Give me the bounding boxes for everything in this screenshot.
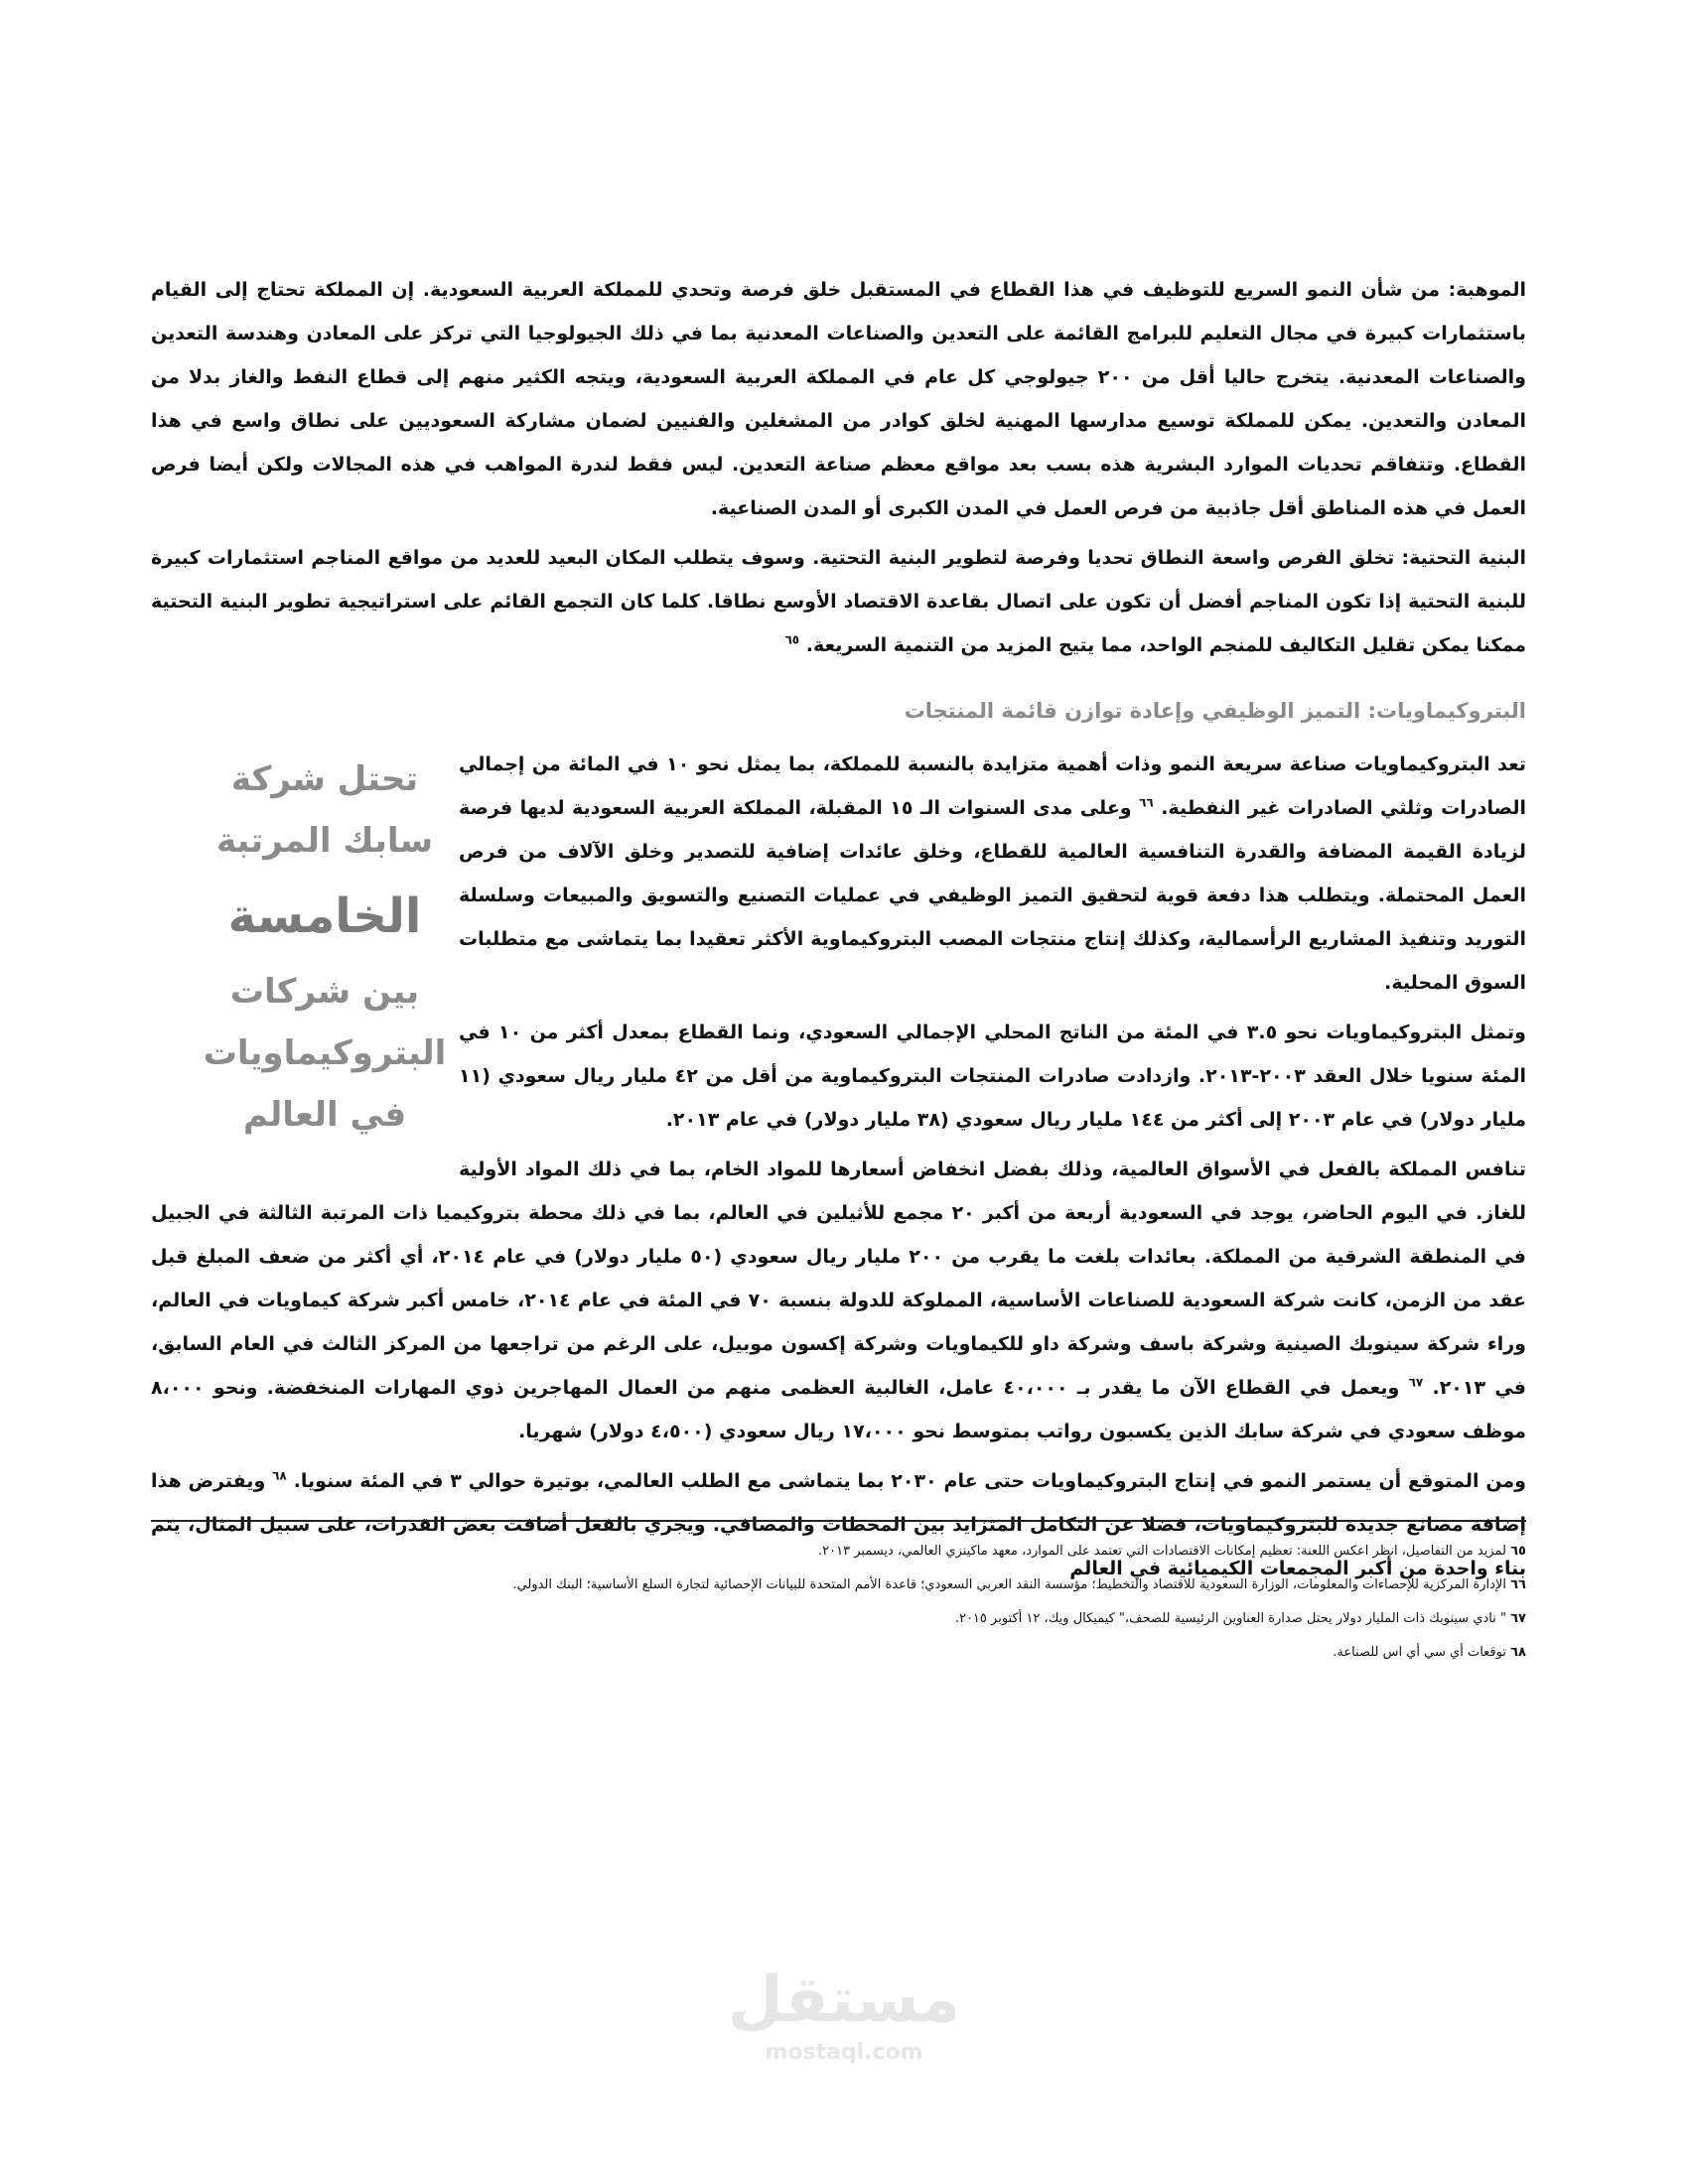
paragraph-petrochem-3 — [151, 1148, 1526, 1453]
para2-text: وتمثل البتروكيماويات نحو ٣.٥ في المئة من الناتج المحلي الإجمالي السعودي، ونما القطاع بمعدل أكثر من ١٠ في المئة سنويا خلال العقد ٢٠٠٣-٢٠١٣. وازدادت صادرات المنتجات البتروكيماوية من أقل من ٤٢ مليار ريال سعودي (١١ مليار دولار) في عام ٢٠٠٣ إلى أكثر من ١٤٤ مليار ريال سعودي (٣٨ مليار دولار) في عام ٢٠١٣. — [459, 1022, 1526, 1131]
footnote-65: ٦٥ لمزيد من التفاصيل، انظر اعكس اللعنة: تعظيم إمكانات الاقتصادات التي تعتمد على الموارد، معهد ماكينزي العالمي، ديسمبر ٢٠١٣. — [818, 1544, 1526, 1559]
petrochem-section — [151, 743, 1526, 1590]
document-body — [151, 268, 1526, 1590]
pull-quote — [191, 749, 459, 1146]
footnote-68: ٦٨ توقعات أي سي أي اس للصناعة. — [1333, 1645, 1526, 1660]
para3-text-b: ويعمل في القطاع الآن ما يقدر بـ ٤٠،٠٠٠ عامل، الغالبية العظمى منهم من العمال المهاجرين ذوي المهارات المنخفضة. ونحو ٨،٠٠٠ موظف سعودي في شركة سابك الذين يكسبون رواتب بمتوسط نحو ١٧،٠٠٠ ريال سعودي (٤،٥٠٠ دولار) شهريا. — [151, 1377, 1526, 1442]
mostaql-watermark — [715, 1961, 973, 2066]
para3-text-a: تنافس المملكة بالفعل في الأسواق العالمية، وذلك بفضل انخفاض أسعارها للمواد الخام، بما في ذلك المواد الأولية للغاز. في اليوم الحاضر، يوجد في السعودية أربعة من أكبر ٢٠ مجمع للأثيلين في العالم، بما في ذلك محطة بتروكيميا ذات المرتبة الثالثة في الجبيل في المنطقة الشرقية من المملكة. بعائدات بلغت ما يقرب من ٢٠٠ مليار ريال سعودي (٥٠ مليار دولار) في عام ٢٠١٤، أي أكثر من ضعف المبلغ قبل عقد من الزمن، كانت شركة السعودية للصناعات الأساسية، المملوكة للدولة بنسبة ٧٠ في المئة في عام ٢٠١٤، خامس أكبر شركة كيماويات في العالم، وراء شركة سينوبك الصينية وشركة باسف وشركة داو للكيماويات وشركة إكسون موبيل، على الرغم من تراجعها من المركز الثالث في العام السابق، في ٢٠١٣. — [151, 1159, 1526, 1399]
infra-lead: البنية التحتية: — [1401, 547, 1526, 569]
para1-text-a: تعد البتروكيماويات صناعة سريعة النمو وذات أهمية متزايدة بالنسبة للمملكة، بما يمثل نحو ١٠ في المائة من إجمالي الصادرات وثلثي الصادرات غير النفطية. — [459, 753, 1526, 819]
footnote-67: ٦٧ " نادي سينوبك ذات المليار دولار يحتل صدارة العناوين الرئيسية للصحف،" كيميكال ويك، ١٢ أكتوبر ٢٠١٥. — [954, 1611, 1526, 1626]
pull-quote-line-1: تحتل شركة — [230, 759, 419, 799]
pull-quote-line-3: بين شركات — [229, 972, 420, 1012]
watermark-latin: mostaql.com — [765, 2040, 923, 2065]
paragraph-talent — [151, 268, 1526, 530]
para4-text-b: ويفترض هذا إضافة مصانع جديدة للبتروكيماويات، فضلا عن التكامل المتزايد بين المحطات والمصافي. ويجري بالفعل أضافت بعض القدرات، على سبيل المثال، يتم بناء واحدة من أكبر المجمعات الكيميائية في العالم — [151, 1470, 1526, 1579]
footnote-divider — [151, 1520, 1526, 1522]
talent-lead: الموهبة: — [1448, 279, 1526, 301]
pull-quote-emphasis: الخامسة — [227, 888, 422, 944]
infra-text: تخلق الفرص واسعة النطاق تحديا وفرصة لتطوير البنية التحتية. وسوف يتطلب المكان البعيد للعديد من مواقع المناجم استثمارات كبيرة للبنية التحتية إذا تكون المناجم أفضل أن تكون على اتصال بقاعدة الاقتصاد الأوسع نطاقا. كلما كان التجمع القائم على استراتيجية تطوير البنية التحتية ممكنا يمكن تقليل التكاليف للمنجم الواحد، مما يتيح المزيد من التنمية السريعة. — [151, 547, 1526, 656]
footnote-ref-66: ٦٦ — [1139, 795, 1154, 810]
talent-text: من شأن النمو السريع للتوظيف في هذا القطاع في المستقبل خلق فرصة وتحدي للمملكة العربية السعودية. إن المملكة تحتاج إلى القيام باستثمارات كبيرة في مجال التعليم للبرامج القائمة على التعدين والصناعات المعدنية بما في ذلك الجيولوجيا التي تركز على المعادن وهندسة التعدين والصناعات المعدنية. يتخرج حاليا أقل من ٢٠٠ جيولوجي كل عام في المملكة العربية السعودية، ويتجه الكثير منهم إلى قطاع النفط والغاز بدلا من المعادن والتعدين. يمكن للمملكة توسيع مدارسها المهنية لخلق كوادر من المشغلين والفنيين لضمان مشاركة السعوديين على نطاق واسع في هذا القطاع. وتتفاقم تحديات الموارد البشرية هذه بسب بعد مواقع معظم صناعة التعدين. ليس فقط لندرة المواهب في هذه المجالات ولكن أيضا فرص العمل في هذه المناطق أقل جاذبية من فرص العمل في المدن الكبرى أو المدن الصناعية. — [151, 279, 1526, 519]
footnotes — [151, 1537, 1526, 1672]
section-heading: البتروكيماويات: التميز الوظيفي وإعادة توازن قائمة المنتجات — [904, 699, 1526, 723]
pull-quote-line-2: سابك المرتبة — [215, 821, 434, 861]
footnote-66: ٦٦ الإدارة المركزية للإحصاءات والمعلومات، الوزارة السعودية للاقتصاد والتخطيط؛ مؤسسة النقد العربي السعودي؛ قاعدة الأمم المتحدة للبيانات الإحصائية لتجارة السلع الأساسية؛ البنك الدولي. — [512, 1577, 1526, 1592]
pull-quote-line-4: البتروكيماويات — [203, 1033, 447, 1073]
paragraph-infrastructure — [151, 536, 1526, 667]
para1-text-b: وعلى مدى السنوات الـ ١٥ المقبلة، المملكة العربية السعودية لديها فرصة لزيادة القيمة المضافة والقدرة التنافسية العالمية للقطاع، وخلق عائدات إضافية للتصدير وخلق الآلاف من فرص العمل المحتملة. ويتطلب هذا دفعة قوية لتحقيق التميز الوظيفي في عمليات التصنيع والتسويق والمبيعات وسلسلة التوريد وتنفيذ المشاريع الرأسمالية، وكذلك إنتاج منتجات المصب البتروكيماوية الأكثر تعقيدا بما يتماشى مع متطلبات السوق المحلية. — [459, 797, 1526, 994]
footnote-ref-68: ٦٨ — [272, 1468, 287, 1483]
para4-text-a: ومن المتوقع أن يستمر النمو في إنتاج البتروكيماويات حتى عام ٢٠٣٠ بما يتماشى مع الطلب العالمي، بوتيرة حوالي ٣ في المئة سنويا. — [293, 1470, 1526, 1492]
footnote-ref-65: ٦٥ — [784, 632, 800, 647]
pull-quote-line-5: في العالم — [242, 1095, 407, 1135]
watermark-arabic: مستقل — [727, 1964, 961, 2037]
footnote-ref-67: ٦٧ — [1408, 1375, 1424, 1390]
